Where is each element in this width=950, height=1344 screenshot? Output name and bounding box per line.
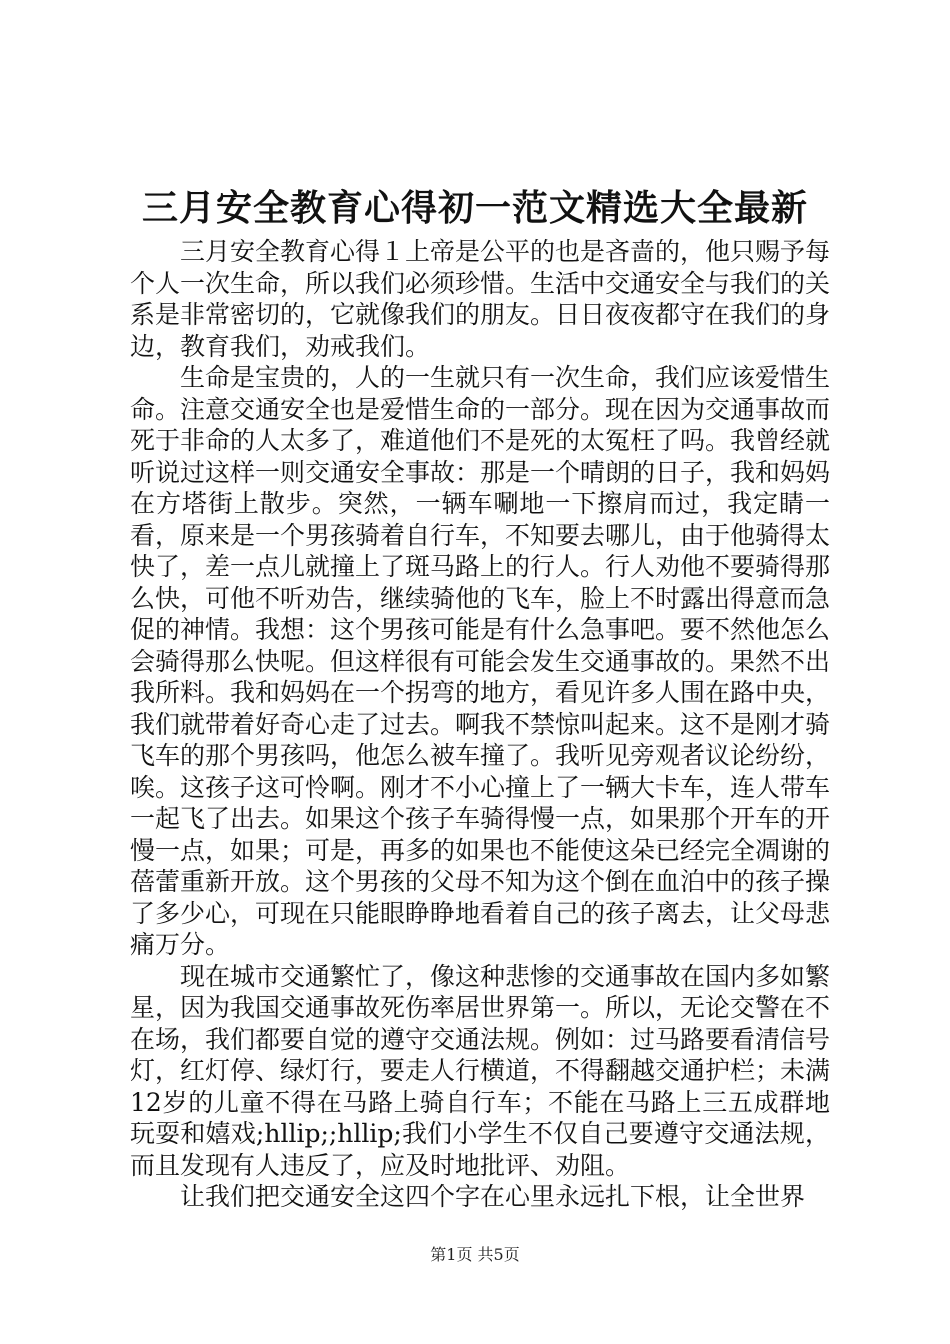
page-title: 三月安全教育心得初一范文精选大全最新: [141, 187, 808, 229]
page-number-footer: 第1页 共5页: [430, 1245, 520, 1264]
document-body: [130, 236, 830, 1213]
paragraph: 现在城市交通繁忙了，像这种悲惨的交通事故在国内多如繁星，因为我国交通事故死伤率居世界第一。所以，无论交警在不在场，我们都要自觉的遵守交通法规。例如：过马路要看清信号灯，红灯停、绿灯行，要走人行横道，不得翻越交通护栏；未满12岁的儿童不得在马路上骑自行车；不能在马路上三五成群地玩耍和嬉戏;hllip;;hllip;我们小学生不仅自己要遵守交通法规，而且发现有人违反了，应及时地批评、劝阻。: [130, 961, 831, 1180]
paragraph: 生命是宝贵的，人的一生就只有一次生命，我们应该爱惜生命。注意交通安全也是爱惜生命的一部分。现在因为交通事故而死于非命的人太多了，难道他们不是死的太冤枉了吗。我曾经就听说过这样一则交通安全事故：那是一个晴朗的日子，我和妈妈在方塔街上散步。突然，一辆车唰地一下擦肩而过，我定睛一看，原来是一个男孩骑着自行车，不知要去哪儿，由于他骑得太快了，差一点儿就撞上了斑马路上的行人。行人劝他不要骑得那么快，可他不听劝告，继续骑他的飞车，脸上不时露出得意而急促的神情。我想：这个男孩可能是有什么急事吧。要不然他怎么会骑得那么快呢。但这样很有可能会发生交通事故的。果然不出我所料。我和妈妈在一个拐弯的地方，看见许多人围在路中央，我们就带着好奇心走了过去。啊我不禁惊叫起来。这不是刚才骑飞车的那个男孩吗，他怎么被车撞了。我听见旁观者议论纷纷，唉。这孩子这可怜啊。刚才不小心撞上了一辆大卡车，连人带车一起飞了出去。如果这个孩子车骑得慢一点，如果那个开车的开慢一点，如果；可是，再多的如果也不能使这朵已经完全凋谢的蓓蕾重新开放。这个男孩的父母不知为这个倒在血泊中的孩子操了多少心，可现在只能眼睁睁地看着自己的孩子离去，让父母悲痛万分。: [130, 363, 831, 959]
paragraph: 三月安全教育心得１上帝是公平的也是吝啬的，他只赐予每个人一次生命，所以我们必须珍惜。生活中交通安全与我们的关系是非常密切的，它就像我们的朋友。日日夜夜都守在我们的身边，教育我们，劝戒我们。: [130, 237, 831, 361]
paragraph: 让我们把交通安全这四个字在心里永远扎下根，让全世界: [180, 1182, 806, 1211]
